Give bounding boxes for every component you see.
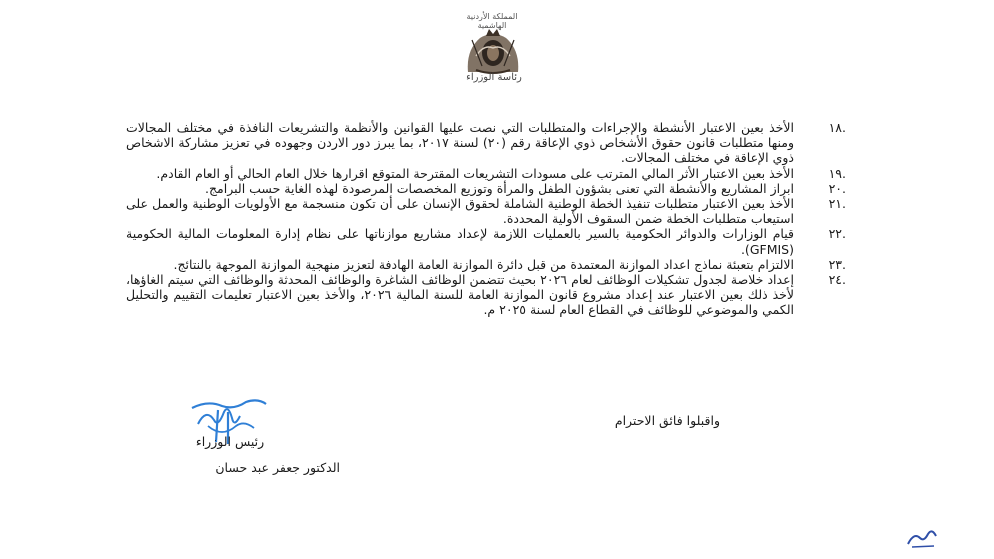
item-text: قيام الوزارات والدوائر الحكومية بالسير بالعمليات اللازمة لإعداد مشاريع موازناتها على نظام إدارة المعلومات المالية الحكومية (GFMIS). xyxy=(126,226,794,257)
item-text: الأخذ بعين الاعتبار الأنشطة والإجراءات والمتطلبات التي نصت عليها القوانين والأنظمة والتشريعات النافذة في مختلف المجالات ومنها متطلبات قانون حقوق الأشخاص ذوي الإعاقة رقم (٢٠) لسنة ٢٠١٧، بما يبرز دور الاردن وجهوده في تعزيز مشاركة الاشخاص ذوي الإعاقة في مختلف المجالات. xyxy=(126,120,794,166)
list-item xyxy=(126,272,846,318)
item-number: .١٩ xyxy=(828,165,846,181)
signatory-title: رئيس الوزراء xyxy=(195,434,265,449)
item-number: .٢٠ xyxy=(828,180,846,196)
list-item xyxy=(126,120,846,166)
signatory-name: الدكتور جعفر عبد حسان xyxy=(215,460,340,475)
initials-mark-icon xyxy=(904,524,940,550)
item-text: الأخذ بعين الاعتبار متطلبات تنفيذ الخطة الوطنية الشاملة لحقوق الإنسان على أن تكون منسجمة مع الأولويات الوطنية والعمل على استيعاب متطلبات الخطة ضمن السقوف الأولية المحددة. xyxy=(126,196,794,227)
item-number: .٢١ xyxy=(828,196,846,212)
list-item xyxy=(126,196,846,226)
item-text: إعداد خلاصة لجدول تشكيلات الوظائف لعام ٢٠٢٦ بحيث تتضمن الوظائف الشاغرة والوظائف المحدثة والوظائف التي سيتم الغاؤها، لأخذ ذلك بعين الاعتبار عند إعداد مشروع قانون الموازنة العامة للسنة المالية ٢٠٢٦، والأخذ بعين الاعتبار تعليمات التقييم والتحليل الكمي والموضوعي للوظائف في القطاع العام لسنة ٢٠٢٥ م. xyxy=(126,272,795,318)
letterhead-top-text: المملكة الأردنية الهاشمية xyxy=(466,12,518,30)
list-item xyxy=(126,166,846,181)
list-item xyxy=(126,226,846,256)
list-item xyxy=(126,181,846,196)
item-text: الأخذ بعين الاعتبار الأثر المالي المترتب على مسودات التشريعات المقترحة المتوقع اقرارها خلال العام الحالي أو العام القادم. xyxy=(156,165,794,181)
closing-salutation: واقبلوا فائق الاحترام xyxy=(614,413,720,428)
item-number: .٢٢ xyxy=(828,226,846,242)
letterhead-bottom-text: رئاسة الوزراء xyxy=(466,72,522,83)
list-item xyxy=(126,257,846,272)
item-text: ابراز المشاريع والأنشطة التي تعنى بشؤون الطفل والمرأة وتوزيع المخصصات المرصودة لهذه الغاية حسب البرامج. xyxy=(205,180,794,196)
item-number: .٢٤ xyxy=(828,272,846,288)
item-number: .١٨ xyxy=(828,120,846,135)
directives-list xyxy=(126,120,846,318)
item-text: الالتزام بتعبئة نماذج اعداد الموازنة المعتمدة من قبل دائرة الموازنة العامة الهادفة لتعزيز منهجية الموازنة الموجهة بالنتائج. xyxy=(173,256,794,272)
royal-coat-of-arms-icon xyxy=(462,26,524,76)
item-number: .٢٣ xyxy=(828,256,846,272)
